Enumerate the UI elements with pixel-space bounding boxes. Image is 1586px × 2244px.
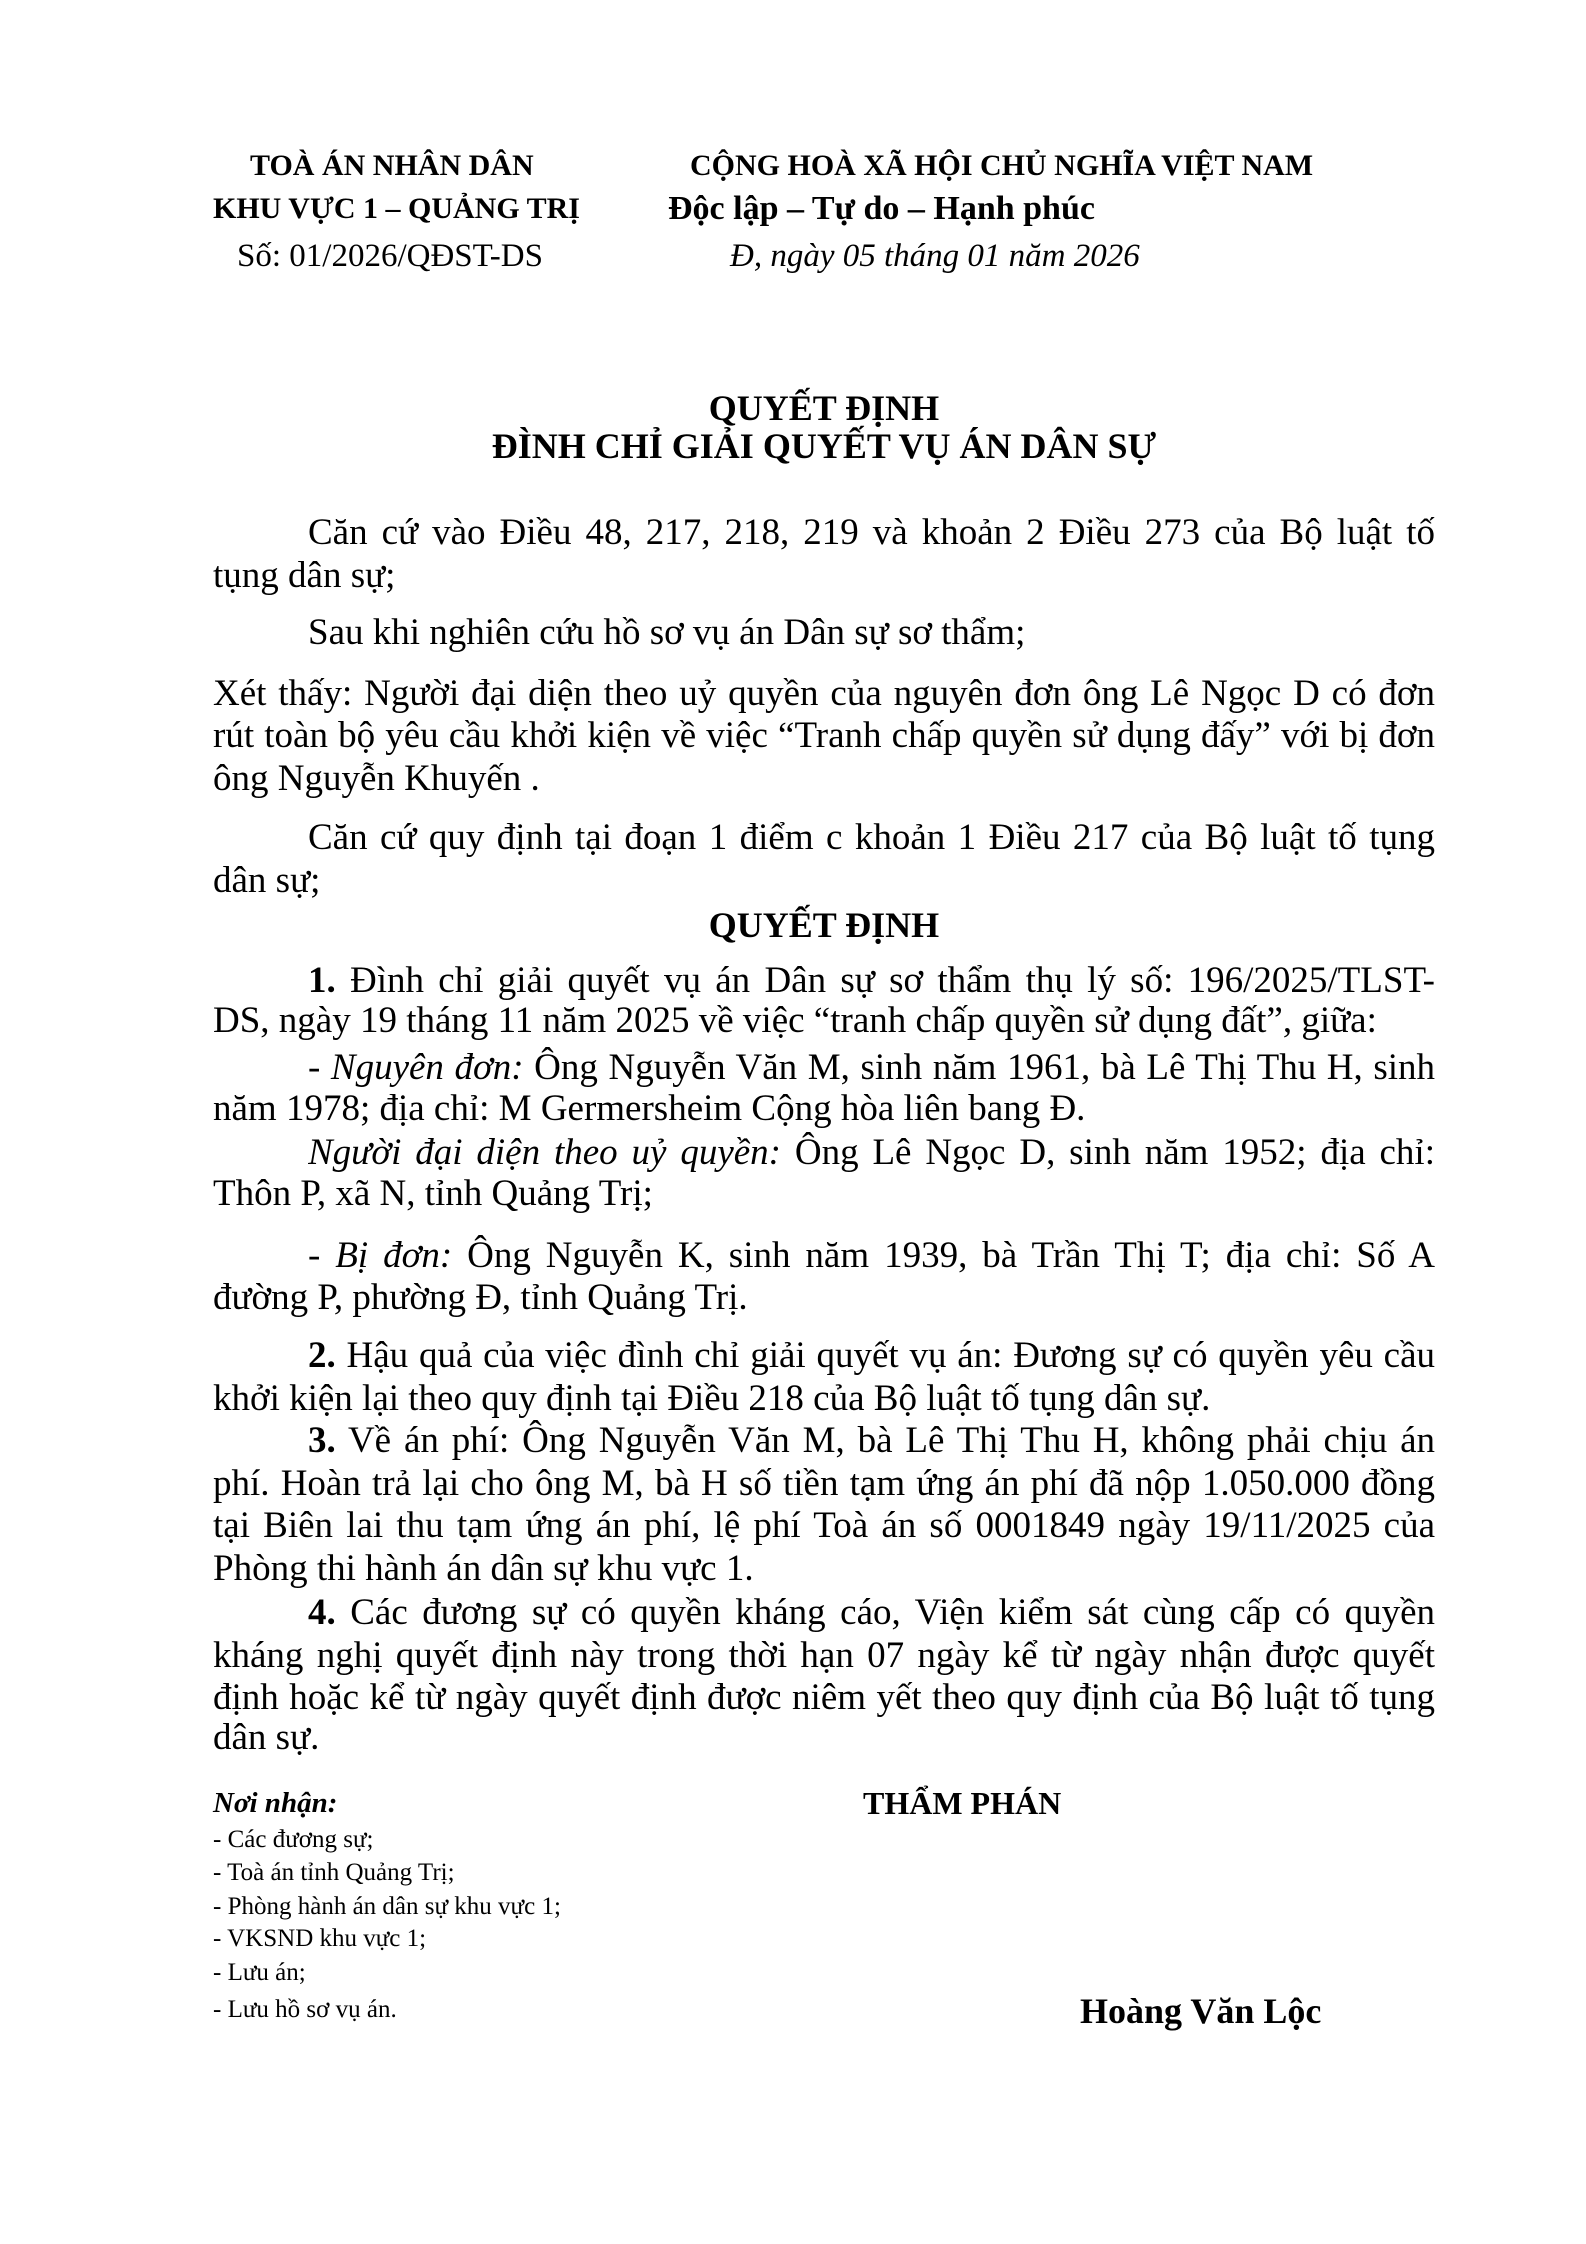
item-3-line-3: tại Biên lai thu tạm ứng án phí, lệ phí Toà án số 0001849 ngày 19/11/2025 của xyxy=(213,1505,1435,1546)
preamble-finding: Xét thấy: Người đại diện theo uỷ quyền của nguyên đơn ông Lê Ngọc D có đơn xyxy=(213,673,1435,714)
defendant: - Bị đơn: Ông Nguyễn K, sinh năm 1939, bà Trần Thị T; địa chỉ: Số A xyxy=(308,1235,1435,1276)
place-date: Đ, ngày 05 tháng 01 năm 2026 xyxy=(730,238,1140,274)
court-name: TOÀ ÁN NHÂN DÂN xyxy=(250,149,534,182)
signer-name: Hoàng Văn Lộc xyxy=(1080,1991,1322,2031)
item-3-line-2: phí. Hoàn trả lại cho ông M, bà H số tiền tạm ứng án phí đã nộp 1.050.000 đồng xyxy=(213,1463,1435,1504)
plaintiff: - Nguyên đơn: Ông Nguyễn Văn M, sinh năm 1961, bà Lê Thị Thu H, sinh xyxy=(308,1047,1435,1088)
national-title: CỘNG HOÀ XÃ HỘI CHỦ NGHĨA VIỆT NAM xyxy=(690,149,1314,182)
preamble-finding-cont: rút toàn bộ yêu cầu khởi kiện về việc “Tranh chấp quyền sử dụng đấy” với bị đơn xyxy=(213,715,1435,756)
preamble-finding-end: ông Nguyễn Khuyến . xyxy=(213,758,540,799)
recipient-item: - Lưu án; xyxy=(213,1959,306,1986)
item-2-number: 2. xyxy=(308,1335,336,1376)
preamble-provision: Căn cứ quy định tại đoạn 1 điểm c khoản 1 Điều 217 của Bộ luật tố tụng xyxy=(308,817,1435,858)
item-2: 2. Hậu quả của việc đình chỉ giải quyết vụ án: Đương sự có quyền yêu cầu xyxy=(308,1335,1435,1376)
preamble-review: Sau khi nghiên cứu hồ sơ vụ án Dân sự sơ thẩm; xyxy=(308,612,1026,653)
decision-heading: QUYẾT ĐỊNH xyxy=(708,905,940,945)
defendant-label: Bị đơn: xyxy=(335,1235,453,1276)
recipient-item: - Lưu hồ sơ vụ án. xyxy=(213,1996,397,2023)
item-4-line-4: dân sự. xyxy=(213,1717,320,1758)
recipient-item: - VKSND khu vực 1; xyxy=(213,1925,427,1952)
court-region: KHU VỰC 1 – QUẢNG TRỊ xyxy=(213,192,580,225)
representative-address: Thôn P, xã N, tỉnh Quảng Trị; xyxy=(213,1173,653,1214)
plaintiff-address: năm 1978; địa chỉ: M Germersheim Cộng hòa liên bang Đ. xyxy=(213,1088,1086,1129)
preamble-provision-cont: dân sự; xyxy=(213,860,321,901)
item-3-line-4: Phòng thi hành án dân sự khu vực 1. xyxy=(213,1548,754,1589)
item-3-number: 3. xyxy=(308,1420,336,1461)
item-4-line-2: kháng nghị quyết định này trong thời hạn 07 ngày kể từ ngày nhận được quyết xyxy=(213,1635,1435,1676)
item-1: 1. Đình chỉ giải quyết vụ án Dân sự sơ thẩm thụ lý số: 196/2025/TLST- xyxy=(308,960,1435,1001)
representative-label: Người đại diện theo uỷ quyền: xyxy=(308,1132,781,1173)
item-3: 3. Về án phí: Ông Nguyễn Văn M, bà Lê Thị Thu H, không phải chịu án xyxy=(308,1420,1435,1461)
recipient-item: - Toà án tỉnh Quảng Trị; xyxy=(213,1859,455,1886)
plaintiff-label: Nguyên đơn: xyxy=(330,1047,524,1088)
decision-subtitle: ĐÌNH CHỈ GIẢI QUYẾT VỤ ÁN DÂN SỰ xyxy=(491,426,1157,466)
item-2-cont: khởi kiện lại theo quy định tại Điều 218 của Bộ luật tố tụng dân sự. xyxy=(213,1378,1211,1419)
signer-role: THẨM PHÁN xyxy=(863,1785,1062,1821)
defendant-address: đường P, phường Đ, tỉnh Quảng Trị. xyxy=(213,1277,748,1318)
recipients-heading: Nơi nhận: xyxy=(213,1787,338,1819)
recipient-item: - Các đương sự; xyxy=(213,1826,374,1853)
recipient-item: - Phòng hành án dân sự khu vực 1; xyxy=(213,1893,561,1920)
item-1-number: 1. xyxy=(308,960,336,1001)
document-number: Số: 01/2026/QĐST-DS xyxy=(237,238,543,274)
national-motto: Độc lập – Tự do – Hạnh phúc xyxy=(668,190,1095,227)
item-4-number: 4. xyxy=(308,1592,336,1633)
item-1-cont: DS, ngày 19 tháng 11 năm 2025 về việc “tranh chấp quyền sử dụng đất”, giữa: xyxy=(213,1000,1377,1041)
item-4: 4. Các đương sự có quyền kháng cáo, Viện kiểm sát cùng cấp có quyền xyxy=(308,1592,1435,1633)
item-4-line-3: định hoặc kể từ ngày quyết định được niêm yết theo quy định của Bộ luật tố tụng xyxy=(213,1677,1435,1718)
decision-title: QUYẾT ĐỊNH xyxy=(708,388,940,428)
preamble-legal-basis-cont: tụng dân sự; xyxy=(213,555,396,596)
preamble-legal-basis: Căn cứ vào Điều 48, 217, 218, 219 và khoản 2 Điều 273 của Bộ luật tố xyxy=(308,512,1435,553)
representative: Người đại diện theo uỷ quyền: Ông Lê Ngọc D, sinh năm 1952; địa chỉ: xyxy=(308,1132,1435,1173)
